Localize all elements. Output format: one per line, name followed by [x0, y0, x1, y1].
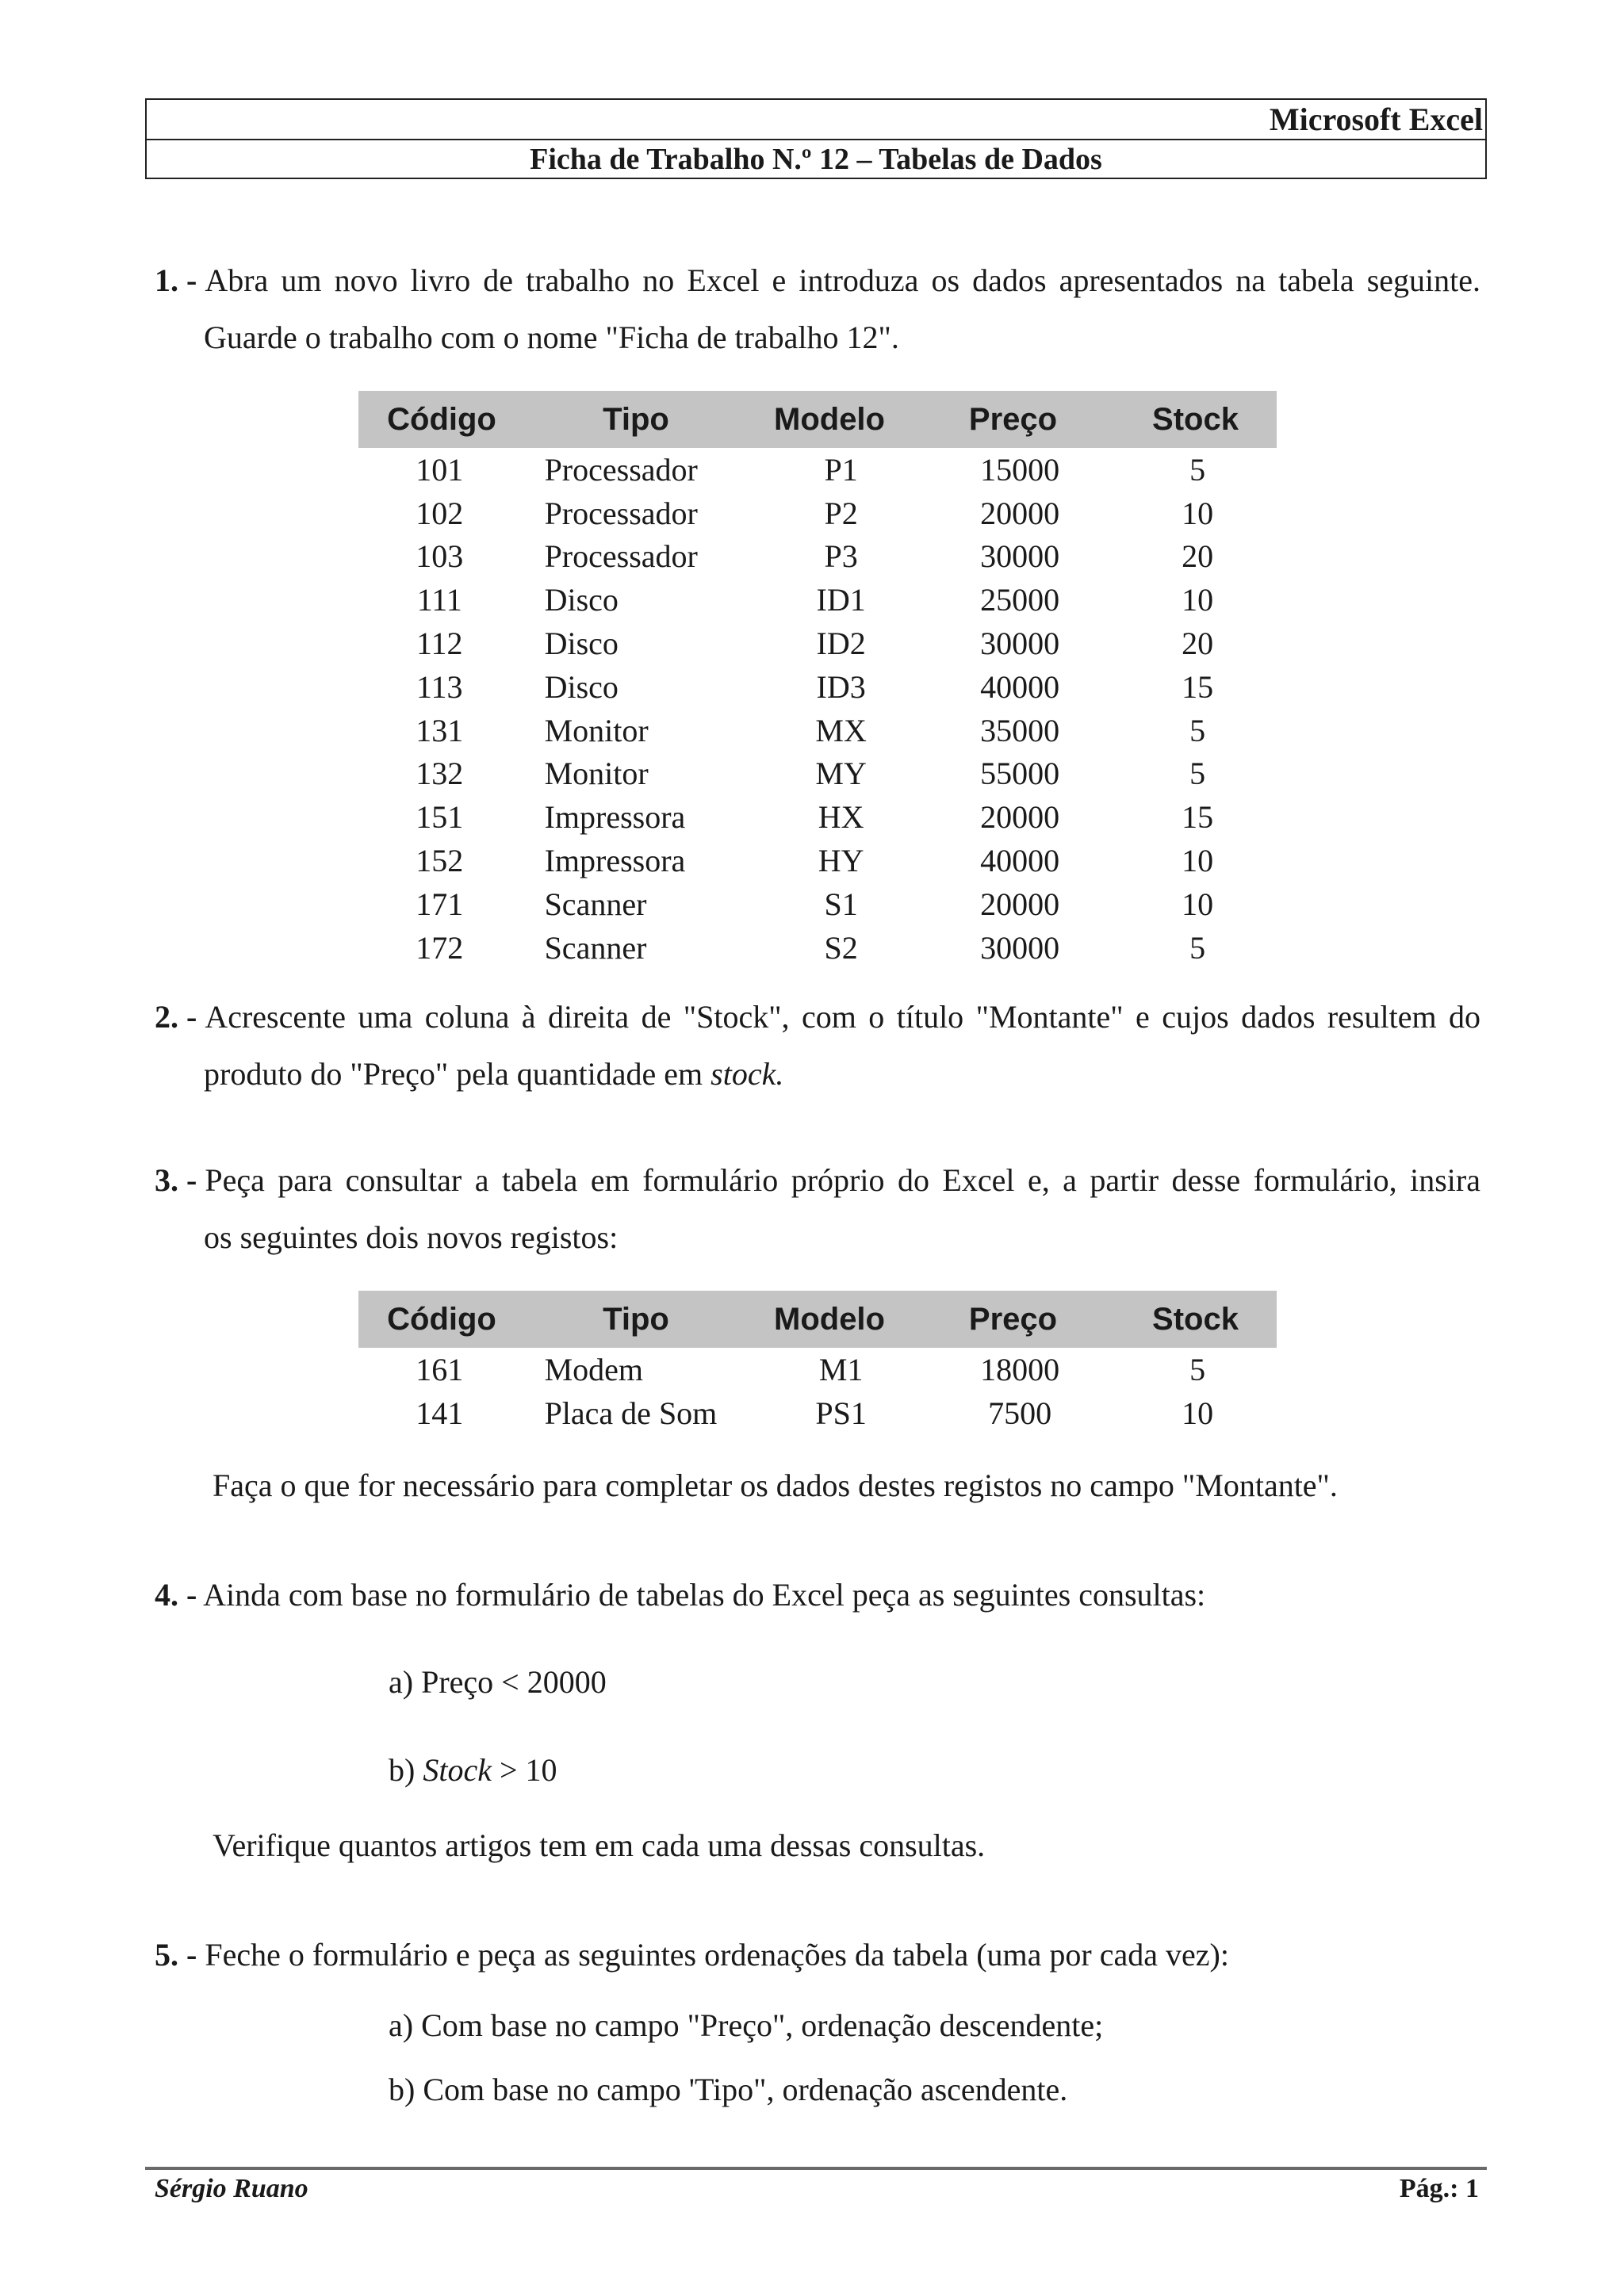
- sort-b: b) Com base no campo 'Tipo", ordenação ascendente.: [389, 2072, 1068, 2107]
- cell-price: 40000: [980, 843, 1060, 879]
- table-row: [358, 1348, 1277, 1391]
- question-1-number: 1. -: [155, 262, 197, 298]
- cell-type: Disco: [544, 626, 619, 662]
- cell-code: 151: [416, 799, 464, 836]
- col-header-stock: Stock: [1152, 401, 1239, 437]
- query-b-condition: > 10: [491, 1752, 557, 1788]
- question-4-instruction: Verifique quantos artigos tem em cada uma dessas consultas.: [213, 1827, 986, 1863]
- cell-price: 18000: [980, 1351, 1060, 1387]
- cell-stock: 10: [1182, 582, 1214, 618]
- cell-type: Impressora: [544, 799, 686, 836]
- cell-code: 101: [416, 451, 464, 488]
- question-3-number: 3. -: [155, 1162, 197, 1198]
- query-a: a) Preço < 20000: [389, 1664, 607, 1700]
- cell-model: MY: [815, 756, 867, 792]
- app-title: Microsoft Excel: [1269, 101, 1483, 137]
- question-2: [155, 989, 1480, 1103]
- cell-stock: 20: [1182, 538, 1214, 575]
- cell-stock: 5: [1189, 929, 1206, 966]
- question-4-number: 4. -: [155, 1577, 197, 1613]
- question-3-instruction: Faça o que for necessário para completar os dados destes registos no campo "Montante".: [213, 1468, 1338, 1503]
- cell-price: 20000: [980, 495, 1060, 531]
- cell-price: 30000: [980, 929, 1060, 966]
- query-b-field: Stock: [423, 1752, 492, 1788]
- cell-code: 103: [416, 538, 464, 575]
- cell-model: PS1: [815, 1395, 867, 1431]
- table-row: [358, 578, 1277, 622]
- cell-price: 20000: [980, 799, 1060, 836]
- col-header-model: Modelo: [774, 401, 885, 437]
- col-header-price: Preço: [968, 401, 1058, 437]
- cell-model: P1: [824, 451, 858, 488]
- cell-stock: 15: [1182, 668, 1214, 705]
- cell-stock: 5: [1189, 1351, 1206, 1387]
- question-1: [155, 252, 1480, 366]
- query-b: [389, 1748, 557, 1793]
- question-2-line1: Acrescente uma coluna à direita de "Stock", com o título "Montante" e cujos dados resultem do: [205, 999, 1480, 1035]
- cell-type: Impressora: [544, 843, 686, 879]
- query-b-prefix: b): [389, 1752, 423, 1788]
- table-header: [358, 391, 1277, 448]
- cell-price: 15000: [980, 451, 1060, 488]
- cell-price: 35000: [980, 712, 1060, 748]
- cell-type: Monitor: [544, 756, 649, 792]
- table-row: [358, 622, 1277, 665]
- cell-type: Scanner: [544, 886, 647, 922]
- cell-stock: 5: [1189, 451, 1206, 488]
- cell-price: 40000: [980, 668, 1060, 705]
- table-row: [358, 795, 1277, 839]
- table-row: [358, 448, 1277, 492]
- cell-price: 30000: [980, 626, 1060, 662]
- cell-price: 30000: [980, 538, 1060, 575]
- cell-price: 7500: [988, 1395, 1052, 1431]
- cell-code: 113: [416, 668, 463, 705]
- footer-rule: [145, 2167, 1487, 2170]
- cell-code: 161: [416, 1351, 464, 1387]
- col-header-type: Tipo: [603, 401, 669, 437]
- question-4-line1: Ainda com base no formulário de tabelas do Excel peça as seguintes consultas:: [203, 1577, 1206, 1613]
- cell-type: Processador: [544, 538, 698, 575]
- cell-model: HX: [818, 799, 864, 836]
- products-table: [358, 391, 1277, 970]
- col-header-code: Código: [387, 401, 496, 437]
- cell-stock: 20: [1182, 626, 1214, 662]
- cell-stock: 10: [1182, 843, 1214, 879]
- question-1-line2: Guarde o trabalho com o nome "Ficha de trabalho 12".: [204, 320, 899, 355]
- cell-code: 141: [416, 1395, 464, 1431]
- question-1-line1: Abra um novo livro de trabalho no Excel e introduza os dados apresentados na tabela seguinte.: [205, 262, 1480, 298]
- cell-code: 172: [416, 929, 464, 966]
- cell-stock: 10: [1182, 886, 1214, 922]
- cell-type: Disco: [544, 668, 619, 705]
- cell-type: Placa de Som: [544, 1395, 718, 1431]
- table-row: [358, 1391, 1277, 1435]
- cell-model: ID1: [816, 582, 866, 618]
- cell-stock: 15: [1182, 799, 1214, 836]
- cell-model: P2: [824, 495, 858, 531]
- question-5-line1: Feche o formulário e peça as seguintes ordenações da tabela (uma por cada vez):: [205, 1937, 1229, 1973]
- cell-price: 55000: [980, 756, 1060, 792]
- cell-model: P3: [824, 538, 858, 575]
- cell-stock: 5: [1189, 756, 1206, 792]
- cell-type: Processador: [544, 451, 698, 488]
- table-row: [358, 926, 1277, 970]
- cell-model: M1: [818, 1351, 864, 1387]
- table-body: [358, 1348, 1277, 1435]
- cell-price: 20000: [980, 886, 1060, 922]
- cell-model: S2: [824, 929, 858, 966]
- col-header-type: Tipo: [603, 1301, 669, 1337]
- table-row: [358, 665, 1277, 709]
- table-row: [358, 752, 1277, 796]
- table-row: [358, 492, 1277, 535]
- question-4: [155, 1567, 1480, 1624]
- cell-type: Monitor: [544, 712, 649, 748]
- question-3-line2: os seguintes dois novos registos:: [204, 1219, 619, 1255]
- question-2-line2: produto do "Preço" pela quantidade em: [204, 1056, 711, 1092]
- cell-type: Processador: [544, 495, 698, 531]
- col-header-code: Código: [387, 1301, 496, 1337]
- cell-stock: 10: [1182, 495, 1214, 531]
- table-body: [358, 448, 1277, 970]
- question-5: [155, 1927, 1480, 1984]
- table-row: [358, 882, 1277, 926]
- cell-type: Modem: [544, 1351, 643, 1387]
- cell-code: 131: [416, 712, 464, 748]
- col-header-stock: Stock: [1152, 1301, 1239, 1337]
- cell-code: 132: [416, 756, 464, 792]
- cell-code: 152: [416, 843, 464, 879]
- question-3: [155, 1152, 1480, 1266]
- cell-stock: 5: [1189, 712, 1206, 748]
- question-2-number: 2. -: [155, 999, 197, 1035]
- cell-type: Scanner: [544, 929, 647, 966]
- cell-code: 111: [416, 582, 462, 618]
- cell-model: S1: [824, 886, 858, 922]
- table-row: [358, 839, 1277, 882]
- stock-italic: stock.: [710, 1056, 784, 1092]
- footer-page-number: Pág.: 1: [1399, 2174, 1479, 2203]
- worksheet-title: Ficha de Trabalho N.º 12 – Tabelas de Dados: [530, 143, 1102, 176]
- cell-model: HY: [818, 843, 864, 879]
- cell-code: 171: [416, 886, 464, 922]
- sort-a: a) Com base no campo "Preço", ordenação descendente;: [389, 2007, 1104, 2043]
- cell-code: 112: [416, 626, 463, 662]
- cell-price: 25000: [980, 582, 1060, 618]
- cell-code: 102: [416, 495, 464, 531]
- question-3-line1: Peça para consultar a tabela em formulário próprio do Excel e, a partir desse formulário, insira: [205, 1162, 1480, 1198]
- question-5-number: 5. -: [155, 1937, 197, 1973]
- footer-author: Sérgio Ruano: [155, 2174, 308, 2203]
- col-header-model: Modelo: [774, 1301, 885, 1337]
- col-header-price: Preço: [968, 1301, 1058, 1337]
- cell-model: ID3: [816, 668, 866, 705]
- new-records-table: [358, 1291, 1277, 1435]
- cell-model: MX: [815, 712, 867, 748]
- table-row: [358, 709, 1277, 752]
- cell-model: ID2: [816, 626, 866, 662]
- cell-type: Disco: [544, 582, 619, 618]
- cell-stock: 10: [1182, 1395, 1214, 1431]
- table-row: [358, 535, 1277, 579]
- table-header: [358, 1291, 1277, 1348]
